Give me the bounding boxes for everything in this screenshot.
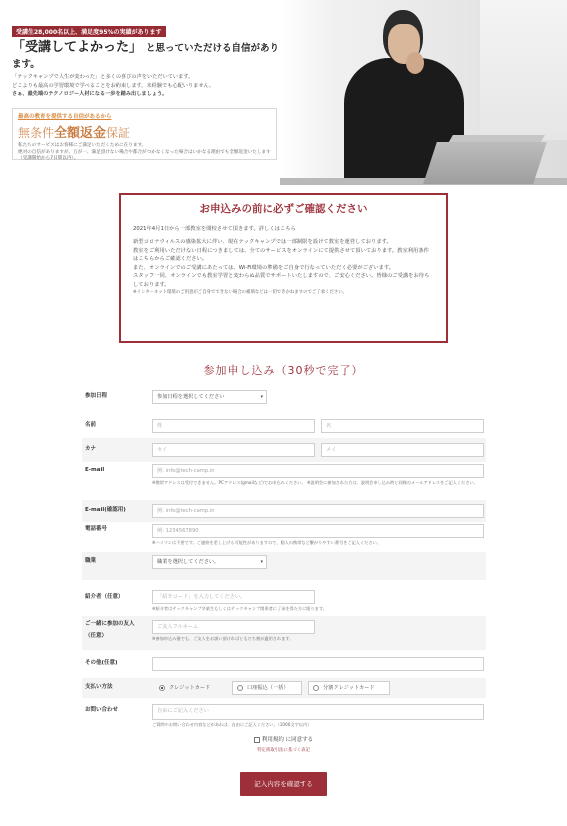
- refund-prefix: 無条件: [18, 126, 55, 140]
- job-select[interactable]: 職業を選択してください。 ▾: [152, 555, 267, 569]
- hero-desc-line: どこよりも最高の学習環境で学べることをお約束します。未経験でも心配いりません。: [12, 82, 215, 89]
- notice-title: お申込みの前に必ずご確認ください: [199, 203, 368, 215]
- row-email: [82, 462, 486, 502]
- label-email-confirm: E-mail(確認用): [85, 507, 126, 513]
- label-kana: カナ: [85, 446, 97, 452]
- row-phone: [82, 522, 486, 552]
- date-select[interactable]: 参加日程を選択してください ▾: [152, 390, 267, 404]
- refund-main-text: [18, 122, 271, 141]
- referrer-hint: ※紹介者はテックキャンプ卒業生もしくはテックキャンプ関係者に了承を得た方に限ります。: [152, 606, 327, 611]
- checkbox-icon[interactable]: [254, 737, 260, 743]
- hero-desc-line: 「テックキャンプで人生が変わった」と多くの喜びの声をいただいています。: [12, 74, 194, 80]
- label-friend: [85, 620, 135, 640]
- last-kana-input[interactable]: セイ: [152, 443, 315, 457]
- phone-input[interactable]: 例: 1234567890: [152, 524, 484, 538]
- achievement-badge: 受講生28,000名以上、満足度95%の実績があります: [12, 26, 166, 37]
- refund-description: [18, 143, 271, 163]
- refund-desc-line: 私たちのサービスはお客様にご満足いただくために在ります。: [18, 143, 147, 148]
- notice-small-print: ※インターネット環境のご用意がご自身でできない場合の補填などは一切できかねますのでご了承ください。: [133, 290, 348, 295]
- hero-section: [0, 0, 567, 185]
- label-phone: 電話番号: [85, 526, 108, 532]
- label-email: E-mail: [85, 467, 105, 473]
- notice-date-line[interactable]: 2021年4月1日から一部教室を閉校させて頂きます。詳しくはこちら: [133, 226, 296, 232]
- notice-line: 教室をご利用いただけない日程につきましては、全てのサービスをオンラインにて提供させて頂いております。教室利用条件はこちらからご確認ください。: [133, 247, 429, 262]
- label-date: 参加日程: [85, 393, 108, 399]
- row-kana: [82, 438, 486, 462]
- hero-title-quote: 「受講してよかった」: [12, 40, 143, 55]
- photo-window: [480, 0, 567, 140]
- label-referrer: 紹介者（任意）: [85, 594, 124, 600]
- referrer-input[interactable]: 「紹介コード」を入力してください。: [152, 590, 315, 604]
- label-name: 名前: [85, 422, 97, 428]
- hero-title-rest: と思っていただける自信があります。: [12, 43, 280, 70]
- form-title: 参加申し込み（30秒で完了）: [203, 364, 364, 377]
- other-input[interactable]: [152, 657, 484, 671]
- row-payment: [82, 678, 486, 698]
- phone-hint: ※ハイフンは不要です。ご連絡を差し上げる可能性がありますので、個人の携帯など繋がりやすい番号をご記入ください。: [152, 540, 381, 545]
- hero-photo: [280, 0, 567, 185]
- pay-option-installment-label: 分割クレジットカード: [323, 685, 375, 691]
- pay-option-credit[interactable]: [154, 681, 228, 695]
- inquiry-hint: ご質問やお問い合わせ内容などがあれば、自由にご記入ください。（1000文字以内）: [152, 722, 312, 727]
- label-inquiry: お問い合わせ: [85, 707, 119, 713]
- notice-body: [133, 238, 434, 298]
- row-email-confirm: [82, 500, 486, 522]
- radio-icon: [313, 685, 319, 691]
- hero-title: [12, 40, 282, 72]
- confirm-submit-button[interactable]: 記入内容を確認する: [240, 772, 327, 796]
- photo-person-hand: [406, 52, 424, 74]
- hero-description: [12, 73, 272, 99]
- label-job: 職業: [85, 558, 97, 564]
- refund-guarantee-box: [12, 108, 277, 160]
- law-link[interactable]: 特定商取引法に基づく表記: [257, 748, 310, 753]
- row-inquiry: [82, 702, 486, 734]
- friend-hint: ※参加申込み後でも、ご友人をお誘い頂ければともだち割が適用されます。: [152, 636, 294, 641]
- row-referrer: [82, 586, 486, 616]
- row-date: [82, 384, 486, 410]
- pay-option-bank-label: 口座振込（一括）: [247, 685, 289, 691]
- label-other: その他(任意): [85, 660, 118, 666]
- row-other: [82, 652, 486, 676]
- pay-option-installment[interactable]: [308, 681, 390, 695]
- hero-desc-line: さぁ、最先端のテクノロジー人材になる一歩を踏み出しましょう。: [12, 91, 168, 97]
- notice-line: また、オンラインでのご受講にあたっては、Wi-Fi環境の準備をご自身で行なっていただく必要がございます。: [133, 264, 395, 271]
- terms-agree[interactable]: [0, 735, 567, 743]
- pay-option-bank[interactable]: [232, 681, 302, 695]
- inquiry-textarea[interactable]: 自由にご記入ください: [152, 704, 484, 720]
- refund-heading: 最高の教育を提供する自信があるから: [18, 114, 112, 120]
- row-job: [82, 552, 486, 580]
- email-hint: ※携帯アドレスは受付できません。PCアドレス(gmailなど)でお申込みください。 ※説明会に参加された方は、説明会申し込み時と同様のメールアドレスをご記入ください。: [152, 480, 478, 485]
- photo-laptop: [423, 142, 547, 184]
- radio-icon: [237, 685, 243, 691]
- first-name-input[interactable]: 名: [321, 419, 484, 433]
- pay-option-credit-label: クレジットカード: [169, 685, 211, 691]
- covid-notice-box: [119, 193, 448, 343]
- row-friend: [82, 616, 486, 650]
- label-payment: 支払い方法: [85, 684, 113, 690]
- notice-line: 新型コロナウィルスの感染拡大に伴い、現在テックキャンプでは一部制限を設けて教室を運営しております。: [133, 239, 392, 245]
- label-friend-line1: ご一緒に参加の友人: [85, 621, 135, 627]
- last-name-input[interactable]: 姓: [152, 419, 315, 433]
- terms-agree-label: 利用規約 に同意する: [261, 737, 314, 743]
- refund-desc-line: 絶対の自信がありますが、万が一、満足頂けない場合や都合がつかなくなった場合はいかなる理由でも全額返金いたします（受講開始から7日間以内）。: [18, 149, 271, 161]
- radio-selected-icon: [159, 685, 165, 691]
- label-friend-line2: （任意）: [85, 633, 108, 639]
- first-kana-input[interactable]: メイ: [321, 443, 484, 457]
- refund-big: 全額返金: [54, 126, 107, 141]
- refund-suffix: 保証: [106, 126, 131, 140]
- friend-input[interactable]: ご友人フルネーム: [152, 620, 315, 634]
- notice-line: スタッフ一同、オンラインでも教室学習と変わらぬ品質でサポートいたしますので、ご安心ください。皆様のご受講をお待ちしております。: [133, 273, 430, 288]
- email-input[interactable]: 例: info@tech-camp.in: [152, 464, 484, 478]
- email-confirm-input[interactable]: 例: info@tech-camp.in: [152, 504, 484, 518]
- row-name: [82, 414, 486, 438]
